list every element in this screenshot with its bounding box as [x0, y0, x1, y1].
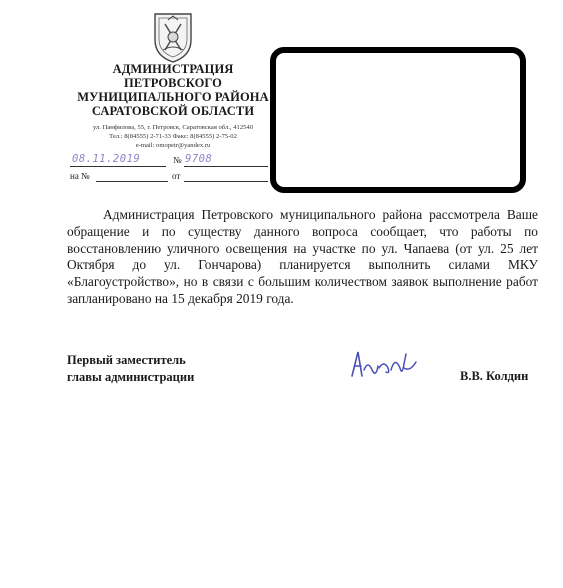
- reply-number-label: на №: [70, 171, 90, 181]
- reply-date-underline: [184, 181, 268, 182]
- signer-title-line: главы администрации: [67, 370, 195, 384]
- body-paragraph: Администрация Петровского муниципального района рассмотрела Ваше обращение и по существу данного вопроса сообщает, что работы по восстановлению уличного освещения на участке по ул. Чапаева (от ул. 25 лет Октября до ул. Гончарова) планируется выполнить силами МКУ «Благоустройство», но в связи с большим количеством заявок выполнение работ запланировано на 15 декабря 2019 года.: [67, 207, 538, 306]
- redaction-box: [270, 47, 526, 193]
- signer-title-line: Первый заместитель: [67, 353, 186, 367]
- org-title-line: САРАТОВСКОЙ ОБЛАСТИ: [91, 104, 255, 118]
- organization-address: [70, 123, 276, 150]
- registration-date: 08.11.2019: [72, 153, 141, 165]
- organization-title: [60, 62, 286, 118]
- registration-number-label: №: [173, 155, 182, 165]
- signer-title: [67, 352, 194, 386]
- reply-number-underline: [96, 181, 168, 182]
- registration-date-underline: [70, 166, 166, 167]
- org-title-line: АДМИНИСТРАЦИЯ: [112, 62, 234, 76]
- registration-number: 9708: [185, 153, 213, 165]
- letter-body: [67, 207, 538, 308]
- registration-number-underline: [184, 166, 268, 167]
- address-line: ул. Панфилова, 55, г. Петровск, Саратовская обл., 412540: [92, 124, 254, 131]
- address-line: e-mail: omopetr@yandex.ru: [135, 142, 211, 149]
- org-title-line: МУНИЦИПАЛЬНОГО РАЙОНА: [77, 90, 269, 104]
- handwritten-signature: [346, 346, 422, 382]
- coat-of-arms-emblem: [151, 10, 195, 64]
- org-title-line: ПЕТРОВСКОГО: [124, 76, 222, 90]
- address-line: Тел.: 8(84555) 2-71-33 Факс: 8(84555) 2-75-02: [109, 133, 237, 140]
- reply-date-label: от: [172, 171, 181, 181]
- signer-name: В.В. Колдин: [460, 369, 529, 383]
